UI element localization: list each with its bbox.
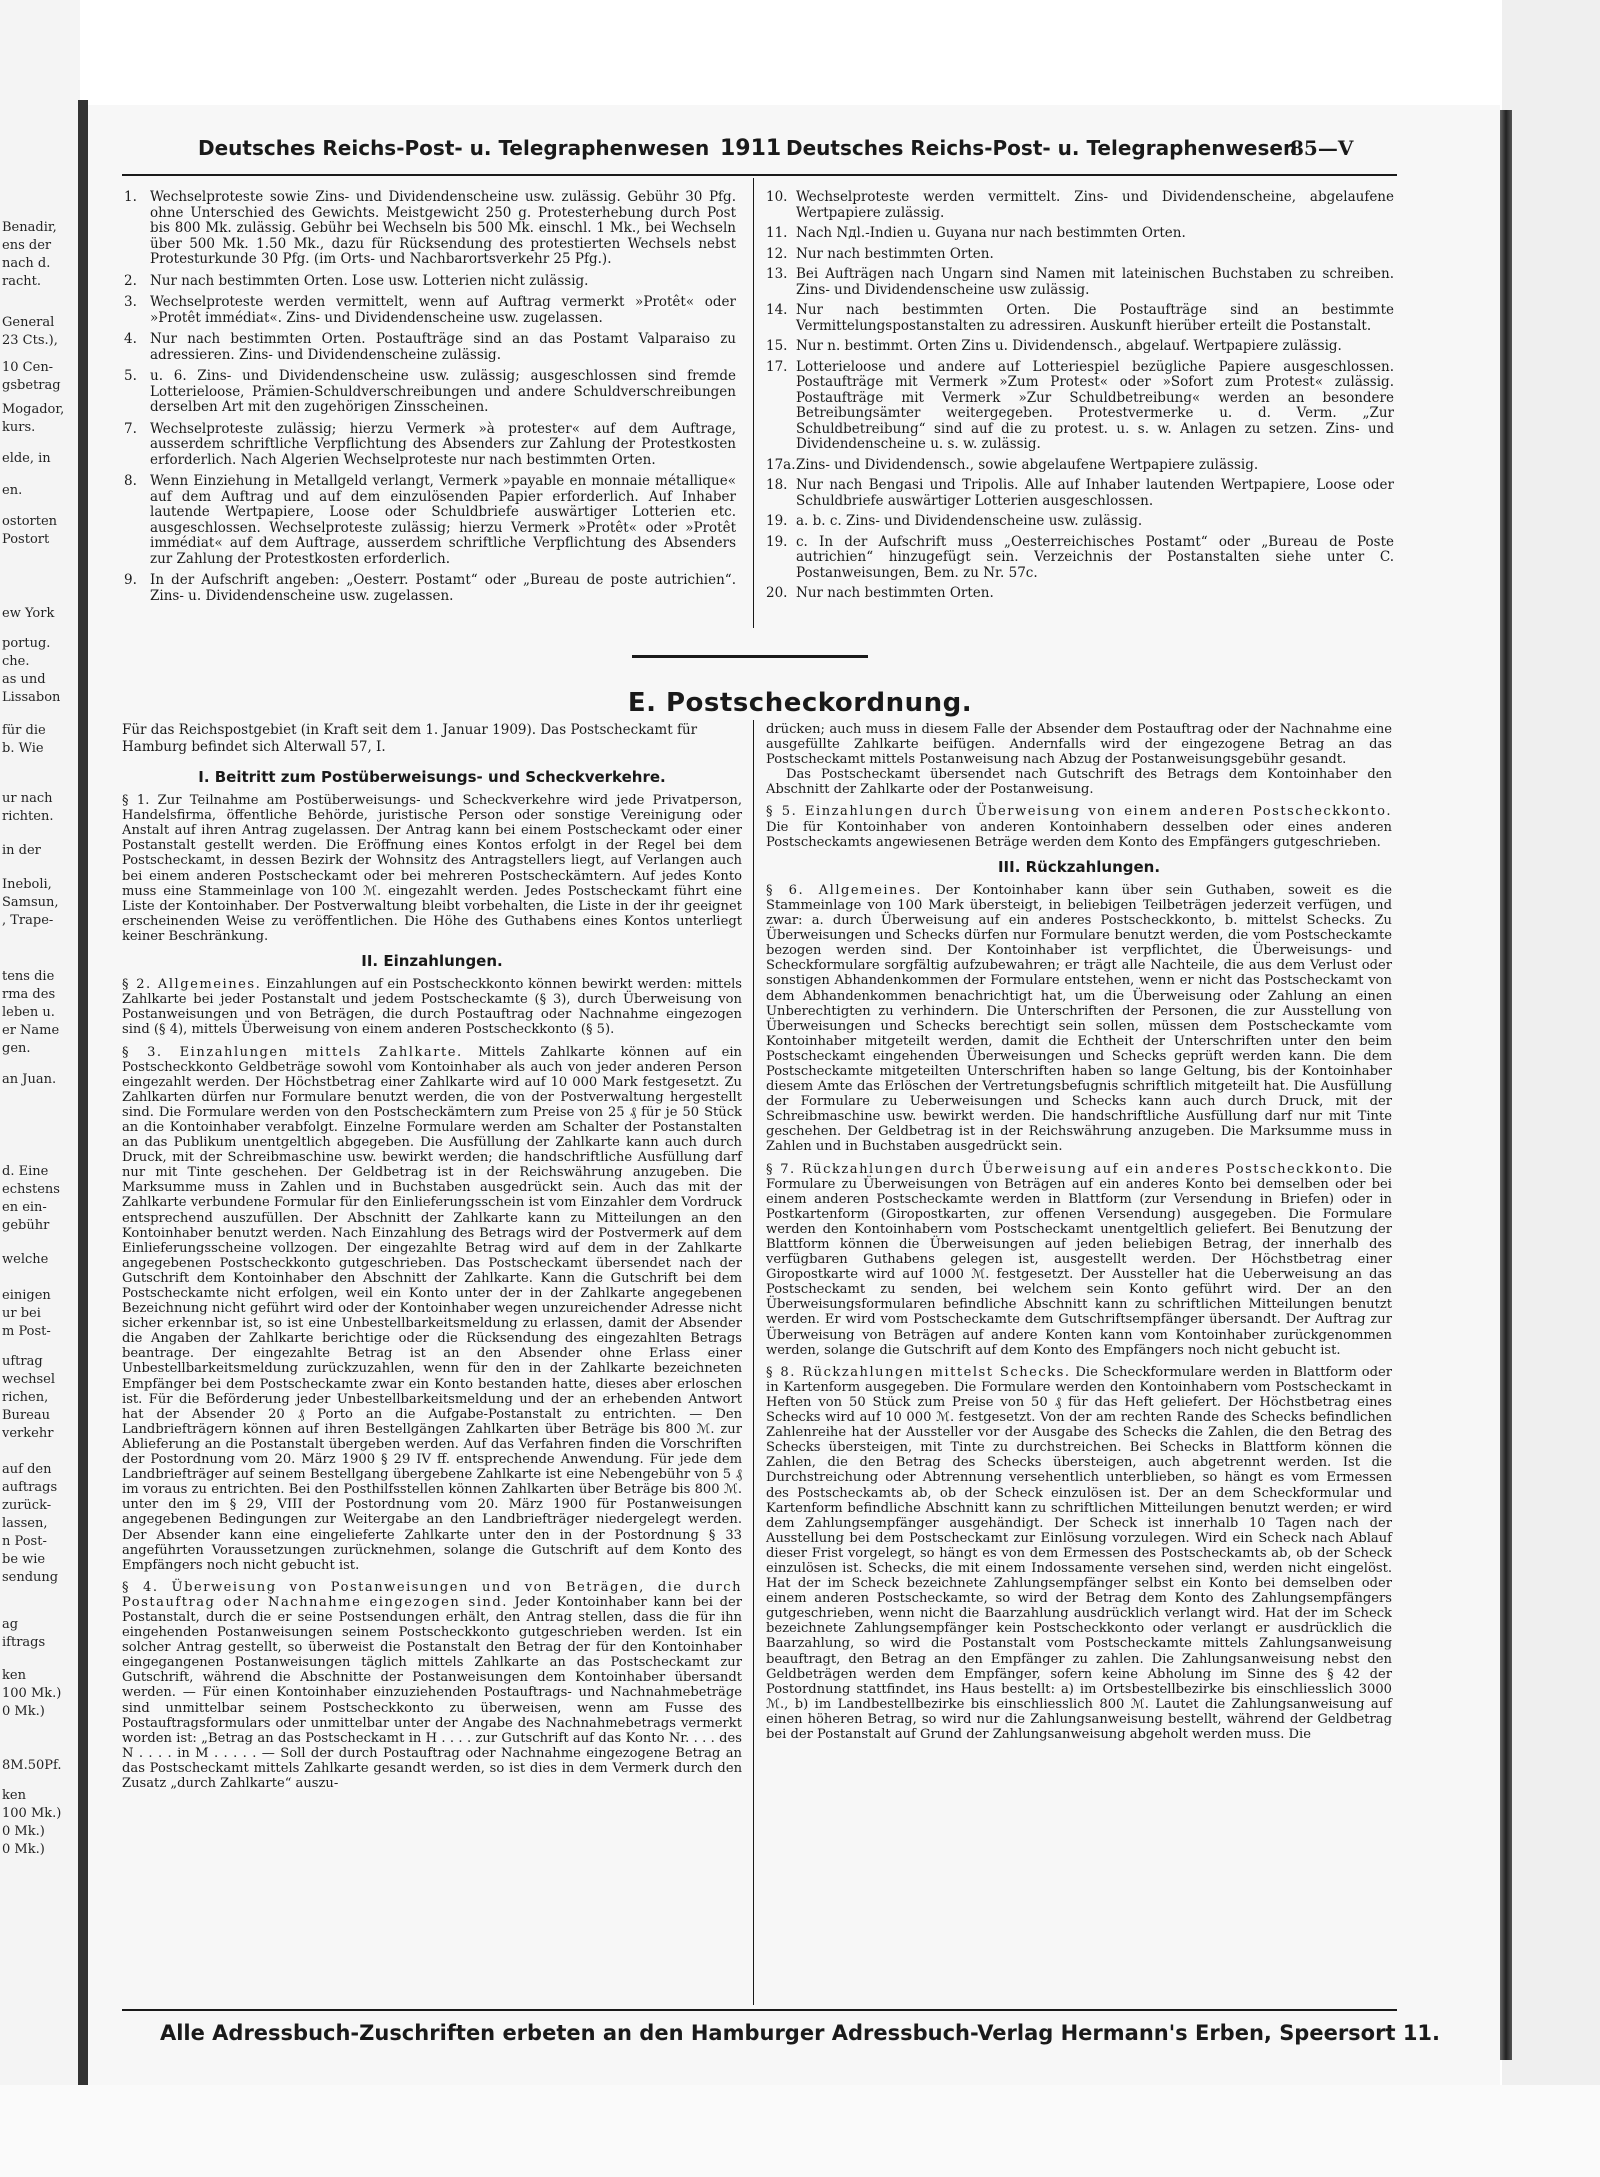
previous-page-fragment: welche (2, 1252, 49, 1267)
paragraph-6-head: § 6. Allgemeines. (766, 882, 923, 898)
book-binding (1500, 110, 1512, 2060)
header-rule (122, 174, 1397, 176)
previous-page-fragments (0, 0, 78, 2177)
page-number: 85—V (1290, 136, 1354, 160)
previous-page-fragment: elde, in (2, 451, 51, 466)
previous-page-fragment: in der (2, 843, 41, 858)
paragraph-5-text: Die für Kontoinhaber von anderen Kontoinhabern desselben oder eines anderen Postscheckamts angewiesenen Beträge werden dem Konto des Empfängers gutgeschrieben. (766, 819, 1392, 850)
previous-page-fragment: ur nach (2, 791, 53, 806)
section-intro: Für das Reichspostgebiet (in Kraft seit dem 1. Januar 1909). Das Postscheckamt für Hamburg befindet sich Alterwall 57, I. (122, 722, 698, 755)
note-number: 5. (124, 368, 137, 384)
header-year: 1911 (720, 136, 782, 161)
previous-page-fragment: b. Wie (2, 741, 44, 756)
note-number: 15. (766, 338, 788, 354)
previous-page-fragment: 23 Cts.), (2, 333, 58, 348)
previous-page-fragment: er Name (2, 1023, 60, 1038)
left-note (124, 573, 736, 604)
note-number: 3. (124, 294, 137, 310)
section-separator (632, 655, 868, 658)
note-number: 12. (766, 245, 788, 262)
paragraph-continued-2: Das Postscheckamt übersendet nach Gutschrift des Betrags dem Kontoinhaber den Abschnitt der Zahlkarte oder der Postanweisung. (766, 767, 1392, 798)
previous-page-fragment: ag (2, 1617, 19, 1632)
previous-page-fragment: as und (2, 672, 46, 687)
right-note (766, 226, 1394, 242)
previous-page-fragment: verkehr (2, 1426, 54, 1441)
right-note (766, 535, 1394, 582)
paragraph-7-head: § 7. Rückzahlungen durch Überweisung auf ein anderes Postscheckkonto. (766, 1161, 1365, 1177)
previous-page-fragment: Mogador, (2, 402, 65, 417)
right-note (766, 478, 1394, 509)
right-note (766, 360, 1394, 453)
heading-rueckzahlungen: III. Rückzahlungen. (997, 857, 1161, 876)
previous-page-fragment: richen, (2, 1390, 49, 1405)
left-note (124, 474, 736, 567)
note-number: 19. (766, 533, 788, 550)
previous-page-fragment: tens die (2, 969, 55, 984)
paragraph-8-head: § 8. Rückzahlungen mittelst Schecks. (766, 1364, 1071, 1380)
note-text: a. b. c. Zins- und Dividendenscheine usw. zulässig. (796, 513, 1143, 529)
bottom-margin (0, 2085, 1600, 2177)
note-number: 7. (124, 420, 137, 437)
left-note (124, 332, 736, 363)
note-number: 1. (124, 189, 137, 205)
heading-einzahlungen: II. Einzahlungen. (361, 952, 503, 971)
note-number: 19. (766, 513, 788, 529)
note-number: 11. (766, 225, 788, 241)
previous-page-fragment: 100 Mk.) (2, 1806, 62, 1821)
previous-page-fragment: gsbetrag (2, 378, 61, 393)
previous-page-fragment: Postort (2, 532, 50, 547)
note-text: Nur nach bestimmten Orten. Lose usw. Lotterien nicht zulässig. (150, 272, 589, 289)
paragraph-4-head: § 4. Überweisung von Postanweisungen und von Beträgen, die durch Postauftrag oder Nachnahme eingezogen sind. (122, 1579, 742, 1610)
previous-page-fragment: 100 Mk.) (2, 1686, 62, 1701)
previous-page-fragment: , Trape- (2, 913, 54, 928)
previous-page-fragment: echstens (2, 1182, 60, 1197)
note-text: Wechselproteste werden vermittelt, wenn auf Auftrag vermerkt »Protêt« oder »Protêt immédiat«. Zins- und Dividendenscheine usw. zugelassen. (150, 294, 736, 326)
previous-page-fragment: Lissabon (2, 690, 61, 705)
previous-page-fragment: portug. (2, 636, 51, 651)
previous-page-fragment: ken (2, 1788, 26, 1803)
note-number: 8. (124, 473, 137, 489)
previous-page-fragment: für die (2, 723, 46, 738)
right-note (766, 267, 1394, 298)
note-text: c. In der Aufschrift muss „Oesterreichisches Postamt“ oder „Bureau de Poste autrichien“ hinzugefügt sein. Verzeichnis der Postanstalten siehe unter C. Postanweisungen, Bem. zu Nr. 57c. (796, 533, 1394, 581)
note-text: Nur nach Bengasi und Tripolis. Alle auf Inhaber lautenden Wertpapiere, Loose oder Schuldbriefe auswärtiger Lotterien ausgeschlossen. (796, 477, 1394, 509)
previous-page-fragment: che. (2, 654, 30, 669)
next-page-edge (1502, 0, 1600, 2177)
previous-page-fragment: an Juan. (2, 1072, 57, 1087)
right-note (766, 458, 1394, 474)
paragraph-continued: drücken; auch muss in diesem Falle der Absender dem Postauftrag oder der Nachnahme eine ausgefüllte Zahlkarte beifügen. Andernfalls wird der eingezogene Betrag an das Postscheckamt mittels Postanweisung nach Abzug der Postanweisungsgebühr gesandt. (766, 722, 1392, 768)
paragraph-4 (122, 1580, 742, 1791)
note-number: 9. (124, 572, 137, 588)
paragraph-2-head: § 2. Allgemeines. (122, 977, 262, 993)
previous-page-fragment: wechsel (2, 1372, 55, 1387)
previous-page-fragment: 0 Mk.) (2, 1824, 45, 1839)
previous-page-fragment: be wie (2, 1552, 46, 1567)
paragraph-7-text: Die Formulare zu Überweisungen von Beträgen auf ein anderes Konto bei demselben oder bei einem anderen Postscheckamte werden in Blattform (zur Versendung in Briefen) oder in Postkartenform (Giropostkarten, zur offenen Versendung) ausgegeben. Die Formulare werden den Kontoinhabern vom Postscheckamt unentgeltlich geliefert. Bei Benutzung der Blattform können die Überweisungen auf jeden beliebigen Betrag, der innerhalb des verfügbaren Guthabens gelegen ist, ausgestellt werden. Der Höchstbetrag einer Giropostkarte wird auf 1000 ℳ. festgesetzt. Der Aussteller hat die Ueberweisung an das Postscheckamt zu senden, bei welchem sein Konto geführt wird. Der an den Überweisungsformularen befindliche Abschnitt kann zu schriftlichen Mitteilungen benutzt werden. Er wird vom Postscheckamte dem Gutschriftsempfänger übersandt. Der Auftrag zur Überweisung von Beträgen auf andere Konten kann vom Kontoinhaber zurückgenommen werden, solange die Gutschrift auf dem Konto des Empfängers noch nicht gebucht ist. (766, 1161, 1392, 1358)
paragraph-4-text: Jeder Kontoinhaber kann bei der Postanstalt, durch die er seine Postsendungen erhält, den Antrag stellen, dass die für ihn eingehenden Postanweisungen seinem Postscheckkonto gutgeschrieben werden. Ist ein solcher Antrag gestellt, so überweist die Postanstalt den Betrag der für den Kontoinhaber eingegangenen Postanweisungen täglich mittels Zahlkarte an das Postscheckamt zur Gutschrift, während die Abschnitte der Postanweisungen dem Kontoinhaber übersandt werden. — Für einen Kontoinhaber einzuziehenden Postauftrags- und Nachnahmebeträge sind unmittelbar seinem Postscheckkonto zu überweisen, wenn am Fusse des Postauftragsformulars oder unmittelbar unter der Angabe des Nachnahmebetrags vermerkt worden ist: „Betrag an das Postscheckamt in H . . . . zur Gutschrift auf das Konto Nr. . . . des N . . . . in M . . . . . — Soll der durch Postauftrag oder Nachnahme eingezogene Betrag an das Postscheckamt mittels Zahlkarte gesandt werden, so ist dies in dem Vermerk durch den Zusatz „durch Zahlkarte“ auszu- (122, 1594, 742, 1791)
header-right-title: Deutsches Reichs-Post- u. Telegraphenwesen (786, 136, 1298, 160)
note-text: Wechselproteste sowie Zins- und Dividendenscheine usw. zulässig. Gebühr 30 Pfg. ohne Unterschied des Gewichts. Meistgewicht 250 g. Protesterhebung durch Post bis 800 Mk. zulässig. Gebühr bei Wechseln bis 500 Mk. einschl. 1 Mk., bei Wechseln über 500 Mk. 1.50 Mk., dazu für Rücksendung des protestierten Wechsels nebst Protesturkunde 30 Pfg. (im Orts- und Nachbarortsverkehr 25 Pfg.). (150, 189, 736, 267)
paragraph-5-head: § 5. Einzahlungen durch Überweisung von einem anderen Postscheckkonto. (766, 804, 1392, 820)
previous-page-fragment: 10 Cen- (2, 360, 54, 375)
right-note (766, 339, 1394, 355)
paragraph-8-text: Die Scheckformulare werden in Blattform oder in Kartenform ausgegeben. Die Formulare werden den Kontoinhabern vom Postscheckamt in Heften von 50 Stück zum Preise von 50 ₰ für das Heft geliefert. Der Höchstbetrag eines Schecks wird auf 10 000 ℳ. festgesetzt. Von der am rechten Rande des Schecks befindlichen Zahlenreihe hat der Aussteller vor der Ausgabe des Schecks die Zahlen, die den Betrag des Schecks übersteigen, mit Tinte zu durchstreichen. Bei Schecks in Blattform können die Zahlen, die den Betrag des Schecks übersteigen, auch abgetrennt werden. Ist die Durchstreichung oder Abtrennung versehentlich unterblieben, so hängt es vom Ermessen des Postscheckamts ab, ob der Scheck einzulösen ist. Der an dem Scheckformular und Kartenform befindliche Abschnitt kann zu schriftlichen Mitteilungen benutzt werden; er wird dem Zahlungsempfänger ausgehändigt. Der Scheck ist innerhalb 10 Tagen nach der Ausstellung bei dem Postscheckamt zur Einlösung vorzulegen. Wird ein Scheck nach Ablauf dieser Frist vorgelegt, so hängt es von dem Ermessen des Postscheckamts ab, ob der Scheck einzulösen ist. Schecks, die mit einem Indossamente versehen sind, werden nicht eingelöst. Hat der im Scheck bezeichnete Zahlungsempfänger selbst ein Konto bei demselben oder einem anderen Postscheckamte, so wird der Betrag dem Konto des Zahlungsempfängers gutgeschrieben, wenn nicht die Baarzahlung ausdrücklich verlangt wird. Hat der im Scheck bezeichnete Zahlungsempfänger kein Postscheckkonto oder verlangt er ausdrücklich die Baarzahlung, so wird die Postanstalt vom Postscheckamte mittels Zahlungsanweisung beauftragt, den Betrag an den Empfänger zu zahlen. Die Zahlungsanweisung nebst den Geldbeträgen werden dem Empfänger, sofern keine Abholung im Sinne des § 42 der Postordnung stattfindet, ins Haus bestellt: a) im Ortsbestellbezirke bis einschliesslich 3000 ℳ., b) im Landbestellbezirke bis einschliesslich 800 ℳ. Lautet die Zahlungsanweisung auf einen höheren Betrag, so wird nur die Zahlungsanweisung bestellt, während der Geldbetrag bei der Postanstalt auf Grund der Zahlungsanweisung abgeholt werden muss. Die (766, 1364, 1393, 1742)
note-number: 10. (766, 189, 788, 205)
previous-page-fragment: 0 Mk.) (2, 1704, 45, 1719)
paragraph-6 (766, 883, 1392, 1155)
body-column-divider (753, 720, 754, 2005)
previous-page-fragment: ken (2, 1668, 26, 1683)
left-note (124, 295, 736, 326)
heading-beitritt: I. Beitritt zum Postüberweisungs- und Scheckverkehre. (198, 768, 666, 786)
notes-left-column (124, 190, 736, 610)
left-note (124, 422, 736, 469)
previous-page-fragment: gen. (2, 1041, 31, 1056)
paragraph-2-text: Einzahlungen auf ein Postscheckkonto können bewirkt werden: mittels Zahlkarte bei jeder Postanstalt und jedem Postscheckamte (§ 3), durch Überweisung von Postanweisungen und von Beträgen, die durch Postauftrag oder Nachnahme eingezogen sind (§ 4), mittels Überweisung von einem anderen Postscheckkonto (§ 5). (122, 977, 742, 1038)
right-note (766, 247, 1394, 263)
paragraph-3 (122, 1045, 742, 1573)
note-text: Nur n. bestimmt. Orten Zins u. Dividendensch., abgelauf. Wertpapiere zulässig. (796, 338, 1342, 354)
previous-page-fragment: General (2, 315, 55, 330)
note-text: Zins- und Dividendensch., sowie abgelaufene Wertpapiere zulässig. (796, 456, 1259, 473)
note-number: 17. (766, 358, 788, 375)
note-number: 14. (766, 302, 788, 318)
previous-page-fragment: ew York (2, 606, 55, 621)
note-text: Nur nach bestimmten Orten. Postaufträge sind an das Postamt Valparaiso zu adressieren. Zins- und Dividendenscheine zulässig. (150, 331, 736, 363)
previous-page-fragment: Samsun, (2, 895, 59, 910)
left-note (124, 274, 736, 290)
note-text: Nur nach bestimmten Orten. (796, 245, 994, 262)
paragraph-6-text: Der Kontoinhaber kann über sein Guthaben, soweit es die Stammeinlage von 100 Mark übersteigt, in beliebigen Teilbeträgen jederzeit verfügen, und zwar: a. durch Überweisung auf ein anderes Postscheckkonto, b. mittelst Schecks. Zu Überweisungen und Schecks dürfen nur Formulare benutzt werden, die vom Postscheckamte bezogen werden sind. Der Kontoinhaber ist verpflichtet, die Überweisungs- und Scheckformulare sorgfältig aufzubewahren; er trägt alle Nachteile, die aus dem Verlust oder sonstigen Abhandenkommen der Formulare entstehen, wenn er nicht das Postscheckamt von dem Abhandenkommen benachrichtigt hat, um die Überweisung oder Zahlung an einen Unberechtigten zu verhindern. Die Unterschriften der Personen, die zur Ausstellung von Überweisungen und Schecks berechtigt sein sollen, müssen dem Postscheckamte vom Kontoinhaber mitgeteilt werden, damit die Echtheit der Unterschriften unter den beim Postscheckamt eingehenden Überweisungen und Schecks geprüft werden kann. Die dem Postscheckamte mitgeteilten Unterschriften haben so lange Geltung, bis der Kontoinhaber diesem Amte das Erlöschen der Vertretungsbefugnis schriftlich mitgeteilt hat. Die Ausfüllung der Formulare zu Ueberweisungen und Schecks kann auch durch Druck, mit der Schreibmaschine usw. bewirkt werden. Die handschriftliche Ausfüllung darf nur mit Tinte geschehen. Der Geldbetrag ist in der Reichswährung anzugeben. Die Marksumme muss in Zahlen und in Buchstaben ausgedrückt sein. (766, 882, 1392, 1155)
previous-page-fragment: 0 Mk.) (2, 1842, 45, 1857)
note-text: Lotterieloose und andere auf Lotteriespiel bezügliche Papiere ausgeschlossen. Postaufträge mit Vermerk »Zum Protest« oder »Sofort zum Protest« zulässig. Postaufträge mit Vermerk »Zur Schuldbetreibung« werden an besondere Betreibungsämter weitergegeben. Protestvermerke u. d. Verm. „Zur Schuldbetreibung“ sind auf die zu protest. u. s. w. Anlagen zu setzen. Zins- und Dividendenscheine u. s. w. zulässig. (796, 358, 1394, 452)
previous-page-fragment: n Post- (2, 1534, 47, 1549)
previous-page-fragment: kurs. (2, 420, 36, 435)
notes-right-column (766, 190, 1394, 607)
note-text: Wechselproteste werden vermittelt. Zins- und Dividendenscheine, abgelaufene Wertpapiere zulässig. (796, 189, 1394, 221)
note-number: 18. (766, 477, 788, 493)
paragraph-8 (766, 1365, 1392, 1742)
previous-page-fragment: 8M.50Pf. (2, 1758, 62, 1773)
left-note (124, 369, 736, 416)
note-number: 17a. (766, 456, 796, 473)
previous-page-fragment: d. Eine (2, 1164, 49, 1179)
previous-page-fragment: gebühr (2, 1218, 50, 1233)
body-left-column (122, 770, 742, 1798)
previous-page-fragment: ur bei (2, 1306, 41, 1321)
previous-page-fragment: rma des (2, 987, 56, 1002)
right-note (766, 586, 1394, 602)
previous-page-fragment: sendung (2, 1570, 59, 1585)
body-right-column (766, 722, 1392, 1749)
previous-page-fragment: m Post- (2, 1324, 51, 1339)
footer-rule (122, 2009, 1397, 2011)
note-number: 2. (124, 272, 137, 289)
right-note (766, 303, 1394, 334)
note-text: In der Aufschrift angeben: „Oesterr. Postamt“ oder „Bureau de poste autrichien“. Zins- u. Dividendenscheine usw. zugelassen. (150, 572, 736, 604)
note-text: Nach Nдl.-Indien u. Guyana nur nach bestimmten Orten. (796, 225, 1186, 241)
paragraph-1: § 1. Zur Teilnahme am Postüberweisungs- und Scheckverkehre wird jede Privatperson, Handelsfirma, öffentliche Behörde, juristische Person oder sonstige Vereinigung oder Anstalt auf ihren Antrag zugelassen. Der Antrag kann bei einem Postscheckamt oder einer Postanstalt gestellt werden. Die Eröffnung eines Kontos erfolgt in der Regel bei dem Postscheckamt, in dessen Bezirk der Wohnsitz des Antragstellers liegt, auf Verlangen auch bei einem anderen Postscheckamt oder bei mehreren Postscheckämtern. Auf jedes Konto muss eine Stammeinlage von 100 ℳ. eingezahlt werden. Jedes Postscheckamt führt eine Liste der Kontoinhaber. Der Postverwaltung bleibt vorbehalten, die Liste in der ihr geeignet erscheinenden Weise zu veröffentlichen. Die Höhe des Guthabens eines Kontos unterliegt keiner Beschränkung. (122, 793, 742, 944)
page-gutter (78, 100, 88, 2085)
note-text: Bei Aufträgen nach Ungarn sind Namen mit lateinischen Buchstaben zu schreiben. Zins- und Dividendenscheine usw zulässig. (796, 266, 1394, 298)
previous-page-fragment: lassen, (2, 1516, 48, 1531)
previous-page-fragment: racht. (2, 274, 41, 289)
previous-page-fragment: iftrags (2, 1635, 46, 1650)
previous-page-fragment: en ein- (2, 1200, 47, 1215)
previous-page-fragment: auftrags (2, 1480, 58, 1495)
paragraph-3-head: § 3. Einzahlungen mittels Zahlkarte. (122, 1044, 463, 1060)
right-note (766, 190, 1394, 221)
previous-page-fragment: ens der (2, 238, 52, 253)
section-title: E. Postscheckordnung. (627, 688, 973, 718)
note-number: 20. (766, 585, 788, 601)
previous-page-fragment: nach d. (2, 256, 51, 271)
note-text: Wechselproteste zulässig; hierzu Vermerk »à protester« auf dem Auftrage, ausserdem schriftliche Verpflichtung des Absenders zur Zahlung der Protestkosten erforderlich. Nach Algerien Wechselproteste nur nach bestimmten Orten. (150, 420, 736, 468)
previous-page-fragment: zurück- (2, 1498, 52, 1513)
previous-page-fragment: Ineboli, (2, 877, 52, 892)
note-number: 13. (766, 266, 788, 282)
note-text: u. 6. Zins- und Dividendenscheine usw. zulässig; ausgeschlossen sind fremde Lotterieloose, Prämien-Schuldverschreibungen und andere Schuldverschreibungen derselben Art mit den zugehörigen Zinsscheinen. (150, 368, 736, 415)
note-number: 4. (124, 331, 137, 347)
note-text: Nur nach bestimmten Orten. (796, 585, 994, 601)
previous-page-fragment: uftrag (2, 1354, 43, 1369)
right-note (766, 514, 1394, 530)
paragraph-7 (766, 1162, 1392, 1358)
paragraph-2 (122, 977, 742, 1037)
previous-page-fragment: Bureau (2, 1408, 50, 1423)
previous-page-fragment: ostorten (2, 514, 58, 529)
footer-notice: Alle Adressbuch-Zuschriften erbeten an den Hamburger Adressbuch-Verlag Hermann's Erben, Speersort 11. (159, 2021, 1441, 2045)
previous-page-fragment: en. (2, 483, 23, 498)
previous-page-fragment: leben u. (2, 1005, 55, 1020)
previous-page-fragment: einigen (2, 1288, 51, 1303)
paragraph-3-text: Mittels Zahlkarte können auf ein Postscheckkonto Geldbeträge sowohl vom Kontoinhaber als auch von jeder anderen Person eingezahlt werden. Der Höchstbetrag einer Zahlkarte wird auf 10 000 Mark festgesetzt. Zu Zahlkarten dürfen nur Formulare benutzt werden, die von der Postverwaltung hergestellt sind. Die Formulare werden von den Postscheckämtern zum Preise von 25 ₰ für je 50 Stück an die Kontoinhaber verabfolgt. Einzelne Formulare werden am Schalter der Postanstalten an das Publikum unentgeltlich abgegeben. Die Ausfüllung der Zahlkarte kann auch durch Druck, mit der Schreibmaschine usw. bewirkt werden; die handschriftliche Ausfüllung darf nur mit Tinte geschehen. Der Geldbetrag ist in der Reichswährung anzugeben. Die Marksumme muss in Zahlen und in Buchstaben ausgedrückt sein. Auch das mit der Zahlkarte verbundene Formular für den Einlieferungsschein ist vom Einzahler dem Vordruck entsprechend auszufüllen. Der Abschnitt der Zahlkarte kann zu Mitteilungen an den Kontoinhaber benutzt werden. Nach Einzahlung des Betrags wird der Postvermerk auf dem Einlieferungsscheine vollzogen. Der eingezahlte Betrag wird auf dem in der Zahlkarte angegebenen Postscheckkonto gutgeschrieben. Das Postscheckamt übersendet nach der Gutschrift dem Kontoinhaber den Abschnitt der Zahlkarte. Kann die Gutschrift bei dem Postscheckamte nicht erfolgen, weil ein Konto unter der in der Zahlkarte angegebenen Bezeichnung nicht geführt wird oder der Kontoinhaber wegen unzureichender Adresse nicht sicher erkennbar ist, so ist eine Unbestellbarkeitsmeldung zu erlassen, damit der Absender die Angaben der Zahlkarte berichtige oder die Rücksendung des eingezahlten Betrags beantrage. Der eingezahlte Betrag ist an den Absender ohne Erlass einer Unbestellbarkeitsmeldung zurückzuzahlen, wenn für den in der Zahlkarte bezeichneten Empfänger bei dem Postscheckamte zwar ein Konto bestanden hatte, dieses aber erloschen ist. Für die Beförderung jeder Unbestellbarkeitsmeldung und der an erhebenden Antwort hat der Absender 20 ₰ Porto an die Aufgabe-Postanstalt zu entrichten. — Den Landbriefträgern können auf ihren Bestellgängen Zahlkarten über Beträge bis 800 ℳ. zur Ablieferung an die Postanstalt übergeben werden. Auf das Verfahren finden die Vorschriften der Postordnung vom 20. März 1900 § 29 IV ff. entsprechende Anwendung. Für jede dem Landbriefträger auf seinem Bestellgang übergebene Zahlkarte ist eine Nebengebühr von 5 ₰ im voraus zu entrichten. Bei den Posthilfsstellen können Zahlkarten über Beträge bis 800 ℳ. unter den im § 29, VIII der Postordnung vom 20. März 1900 für Postanweisungen angegebenen Bedingungen zur Weitergabe an den Landbriefträger niedergelegt werden. Der Absender kann eine eingelieferte Zahlkarte unter den in der Postordnung § 33 angeführten Voraussetzungen zurücknehmen, solange die Gutschrift auf dem Konto des Empfängers noch nicht gebucht ist. (122, 1044, 742, 1573)
header-left-title: Deutsches Reichs-Post- u. Telegraphenwesen (198, 136, 710, 160)
previous-page-fragment: richten. (2, 809, 54, 824)
note-text: Nur nach bestimmten Orten. Die Postaufträge sind an bestimmte Vermittelungspostanstalten zu adressiren. Auskunft hierüber erteilt die Postanstalt. (796, 302, 1394, 334)
note-text: Wenn Einziehung in Metallgeld verlangt, Vermerk »payable en monnaie métallique« auf dem Auftrag und auf dem einzulösenden Papier erforderlich. Auf Inhaber lautende Wertpapiere, Loose oder Schuldbriefe auswärtiger Lotterien etc. ausgeschlossen. Wechselproteste zulässig; hierzu Vermerk »Protêt« oder »Protêt immédiat« auf dem Auftrage, ausserdem schriftliche Verpflichtung des Absenders zur Zahlung der Protestkosten erforderlich. (150, 473, 736, 567)
notes-column-divider (753, 178, 754, 628)
previous-page-fragment: Benadir, (2, 220, 57, 235)
paragraph-5 (766, 804, 1392, 849)
previous-page-fragment: auf den (2, 1462, 52, 1477)
left-note (124, 190, 736, 268)
